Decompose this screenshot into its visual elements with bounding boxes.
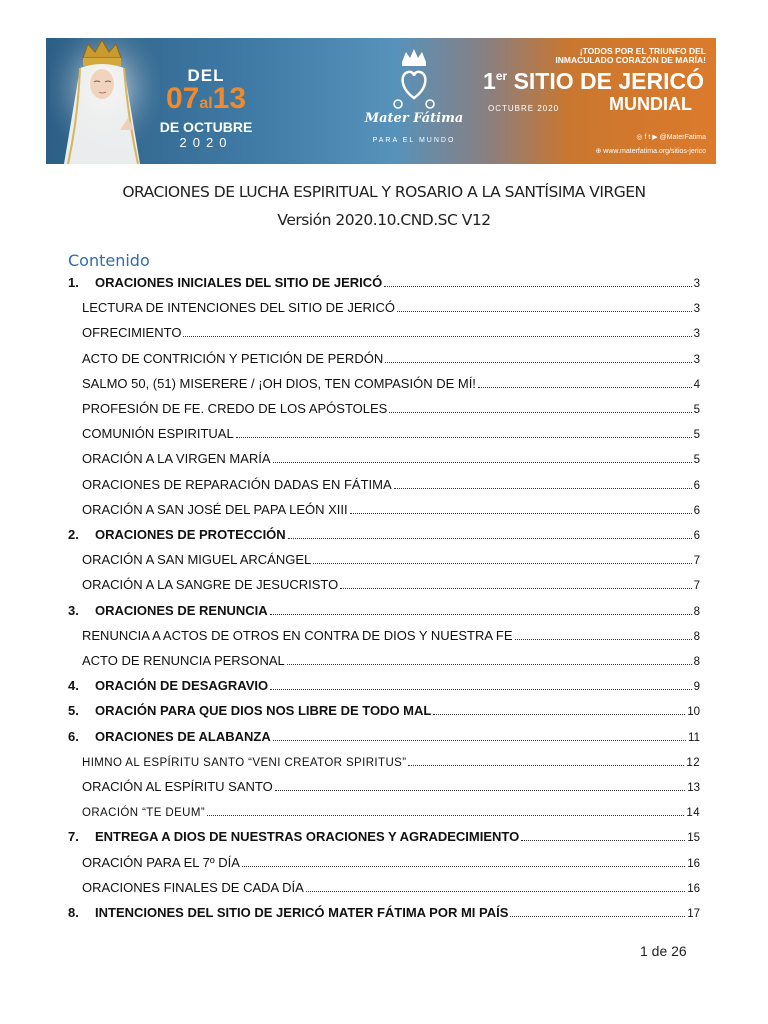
toc-subentry[interactable] [82, 628, 700, 644]
toc-dot-leader [384, 275, 691, 287]
toc-subentry[interactable] [82, 502, 700, 518]
toc-dot-leader [306, 880, 685, 892]
toc-entry-page: 12 [686, 757, 700, 769]
toc-dot-leader [515, 628, 692, 640]
toc-entry-number: 2. [68, 527, 79, 542]
toc-entry-title: ACTO DE RENUNCIA PERSONAL [82, 653, 285, 668]
toc-entry-page: 7 [693, 580, 700, 592]
toc-entry-title: ORACIÓN “TE DEUM” [82, 807, 206, 819]
toc-dot-leader [287, 653, 692, 665]
toc-entry-page: 7 [693, 555, 700, 567]
toc-subentry[interactable] [82, 855, 700, 871]
toc-entry-title: ORACIÓN A SAN MIGUEL ARCÁNGEL [82, 552, 312, 567]
toc-entry-number: 7. [68, 829, 79, 844]
toc-entry-title: RENUNCIA A ACTOS DE OTROS EN CONTRA DE DIOS Y NUESTRA FE [82, 628, 513, 643]
toc-entry-page: 8 [693, 606, 700, 618]
brand-main-text: SITIO DE JERICÓ [513, 68, 704, 94]
toc-entry-title: ORACIÓN PARA EL 7º DÍA [82, 855, 240, 870]
toc-dot-leader [394, 477, 692, 489]
slogan-line-2: INMACULADO CORAZÓN DE MARÍA! [555, 55, 706, 65]
toc-entry-title: PROFESIÓN DE FE. CREDO DE LOS APÓSTOLES [82, 401, 388, 416]
toc-subentry[interactable] [82, 426, 700, 442]
toc-entry-title: ORACIÓN DE DESAGRAVIO [95, 678, 269, 693]
social-row [636, 134, 706, 142]
toc-entry-number: 5. [68, 703, 79, 718]
brand-slogan [466, 47, 706, 65]
toc-entry-title: ORACIONES DE ALABANZA [95, 729, 271, 744]
toc-dot-leader [273, 451, 692, 463]
toc-entry-page: 8 [693, 631, 700, 643]
toc-entry-title: ORACIÓN A SAN JOSÉ DEL PAPA LEÓN XIII [82, 502, 348, 517]
toc-entry-title: ORACIONES FINALES DE CADA DÍA [82, 880, 304, 895]
instagram-icon: ◎ [636, 134, 643, 141]
toc-entry-title: ORACIÓN A LA VIRGEN MARÍA [82, 451, 271, 466]
toc-dot-leader [313, 552, 691, 564]
toc-dot-leader [350, 502, 692, 514]
toc-entry-page: 3 [693, 303, 700, 315]
toc-section-entry[interactable] [68, 603, 700, 619]
toc-subentry[interactable] [82, 451, 700, 467]
toc-entry-title: SALMO 50, (51) MISERERE / ¡OH DIOS, TEN COMPASIÓN DE MÍ! [82, 376, 476, 391]
date-start: 07 [165, 82, 200, 115]
toc-entry-number: 3. [68, 603, 79, 618]
toc-dot-leader [270, 603, 692, 615]
facebook-icon: f [644, 134, 647, 141]
toc-section-entry[interactable] [68, 829, 700, 845]
toc-entry-page: 5 [693, 429, 700, 441]
toc-subentry[interactable] [82, 779, 700, 795]
toc-subentry[interactable] [82, 351, 700, 367]
date-month: DE OCTUBRE [159, 119, 253, 135]
toc-entry-page: 11 [688, 732, 700, 744]
event-dates [150, 68, 262, 151]
toc-entry-page: 8 [693, 656, 700, 668]
toc-subentry[interactable] [82, 325, 700, 341]
toc-entry-page: 5 [693, 454, 700, 466]
toc-entry-page: 15 [687, 832, 700, 844]
date-al: al [199, 95, 213, 112]
toc-entry-page: 6 [693, 505, 700, 517]
toc-entry-title: INTENCIONES DEL SITIO DE JERICÓ MATER FÁTIMA POR MI PAÍS [95, 905, 509, 920]
twitter-icon: t [648, 134, 651, 141]
toc-entry-title: ORACIONES INICIALES DEL SITIO DE JERICÓ [95, 275, 383, 290]
toc-entry-page: 9 [693, 681, 700, 693]
toc-entry-title: ORACIÓN PARA QUE DIOS NOS LIBRE DE TODO MAL [95, 703, 432, 718]
brand-ordinal-sup: er [495, 69, 508, 83]
toc-section-entry[interactable] [68, 275, 700, 291]
brand-month: OCTUBRE 2020 [488, 104, 560, 113]
toc-entry-page: 10 [687, 706, 700, 718]
toc-subentry[interactable] [82, 477, 700, 493]
youtube-icon: ▶ [652, 134, 658, 141]
toc-dot-leader [389, 401, 691, 413]
toc-subentry[interactable] [82, 754, 700, 770]
social-handle: @MaterFatima [659, 134, 706, 141]
toc-dot-leader [183, 325, 691, 337]
toc-dot-leader [340, 577, 691, 589]
toc-entry-title: LECTURA DE INTENCIONES DEL SITIO DE JERICÓ [82, 300, 396, 315]
toc-entry-page: 14 [686, 807, 700, 819]
toc-entry-title: ORACIÓN AL ESPÍRITU SANTO [82, 779, 273, 794]
toc-subentry[interactable] [82, 376, 700, 392]
toc-heading: Contenido [68, 251, 150, 270]
toc-dot-leader [270, 678, 691, 690]
toc-entry-title: OFRECIMIENTO [82, 325, 182, 340]
toc-entry-number: 4. [68, 678, 79, 693]
toc-entry-number: 8. [68, 905, 79, 920]
toc-section-entry[interactable] [68, 905, 700, 921]
document-version: Versión 2020.10.CND.SC V12 [277, 211, 491, 229]
virgin-mary-image [50, 38, 160, 164]
toc-dot-leader [242, 855, 685, 867]
toc-entry-title: ORACIÓN A LA SANGRE DE JESUCRISTO [82, 577, 339, 592]
toc-dot-leader [510, 905, 685, 917]
toc-entry-page: 13 [687, 782, 700, 794]
toc-dot-leader [397, 300, 692, 312]
event-banner [46, 38, 716, 164]
toc-entry-title: ORACIONES DE PROTECCIÓN [95, 527, 286, 542]
toc-entry-page: 3 [693, 278, 700, 290]
toc-subentry[interactable] [82, 653, 700, 669]
toc-subentry[interactable] [82, 401, 700, 417]
toc-entry-title: COMUNIÓN ESPIRITUAL [82, 426, 234, 441]
date-year: 2020 [179, 135, 233, 150]
date-end: 13 [212, 82, 247, 115]
globe-icon: ⊕ [595, 148, 602, 155]
toc-entry-page: 6 [693, 530, 700, 542]
toc-entry-page: 16 [687, 883, 700, 895]
toc-entry-number: 6. [68, 729, 79, 744]
toc-entry-page: 3 [693, 328, 700, 340]
toc-section-entry[interactable] [68, 678, 700, 694]
toc-dot-leader [478, 376, 692, 388]
toc-entry-title: ORACIONES DE RENUNCIA [95, 603, 268, 618]
brand-title [483, 70, 704, 92]
toc-subentry[interactable] [82, 552, 700, 568]
svg-text:Mater Fátima: Mater Fátima [364, 111, 464, 126]
slogan-line-1: ¡TODOS POR EL TRIUNFO DEL [579, 46, 706, 56]
date-del: DEL [187, 66, 225, 85]
brand-ordinal: 1 [483, 68, 496, 94]
toc-entry-title: ACTO DE CONTRICIÓN Y PETICIÓN DE PERDÓN [82, 351, 384, 366]
document-title: ORACIONES DE LUCHA ESPIRITUAL Y ROSARIO A LA SANTÍSIMA VIRGEN [122, 183, 646, 201]
toc-dot-leader [207, 804, 684, 816]
toc-section-entry[interactable] [68, 527, 700, 543]
toc-section-entry[interactable] [68, 729, 700, 745]
toc-subentry[interactable] [82, 300, 700, 316]
toc-dot-leader [433, 703, 685, 715]
toc-entry-title: ENTREGA A DIOS DE NUESTRAS ORACIONES Y AGRADECIMIENTO [95, 829, 520, 844]
toc-dot-leader [273, 729, 686, 741]
page-number: 1 de 26 [640, 943, 687, 959]
toc-section-entry[interactable] [68, 703, 700, 719]
toc-dot-leader [408, 754, 684, 766]
toc-dot-leader [236, 426, 692, 438]
toc-dot-leader [288, 527, 692, 539]
toc-entry-page: 5 [693, 404, 700, 416]
toc-entry-number: 1. [68, 275, 79, 290]
toc-dot-leader [521, 829, 685, 841]
toc-subentry[interactable] [82, 880, 700, 896]
toc-subentry[interactable] [82, 804, 700, 820]
svg-text:PARA EL MUNDO: PARA EL MUNDO [372, 137, 456, 144]
date-range [150, 84, 262, 119]
mater-fatima-logo [364, 46, 464, 156]
toc-subentry[interactable] [82, 577, 700, 593]
toc-entry-page: 16 [687, 858, 700, 870]
toc-entry-page: 4 [693, 379, 700, 391]
toc-entry-title: HIMNO AL ESPÍRITU SANTO “VENI CREATOR SPIRITUS” [82, 757, 407, 769]
toc-entry-page: 3 [693, 354, 700, 366]
brand-mundial: MUNDIAL [609, 94, 692, 114]
toc-entry-title: ORACIONES DE REPARACIÓN DADAS EN FÁTIMA [82, 477, 392, 492]
toc-entry-page: 17 [687, 908, 700, 920]
website-url: www.materfatima.org/sitios-jerico [603, 148, 706, 155]
toc-dot-leader [385, 351, 691, 363]
website-row [595, 148, 706, 156]
toc-entry-page: 6 [693, 480, 700, 492]
toc-dot-leader [275, 779, 685, 791]
